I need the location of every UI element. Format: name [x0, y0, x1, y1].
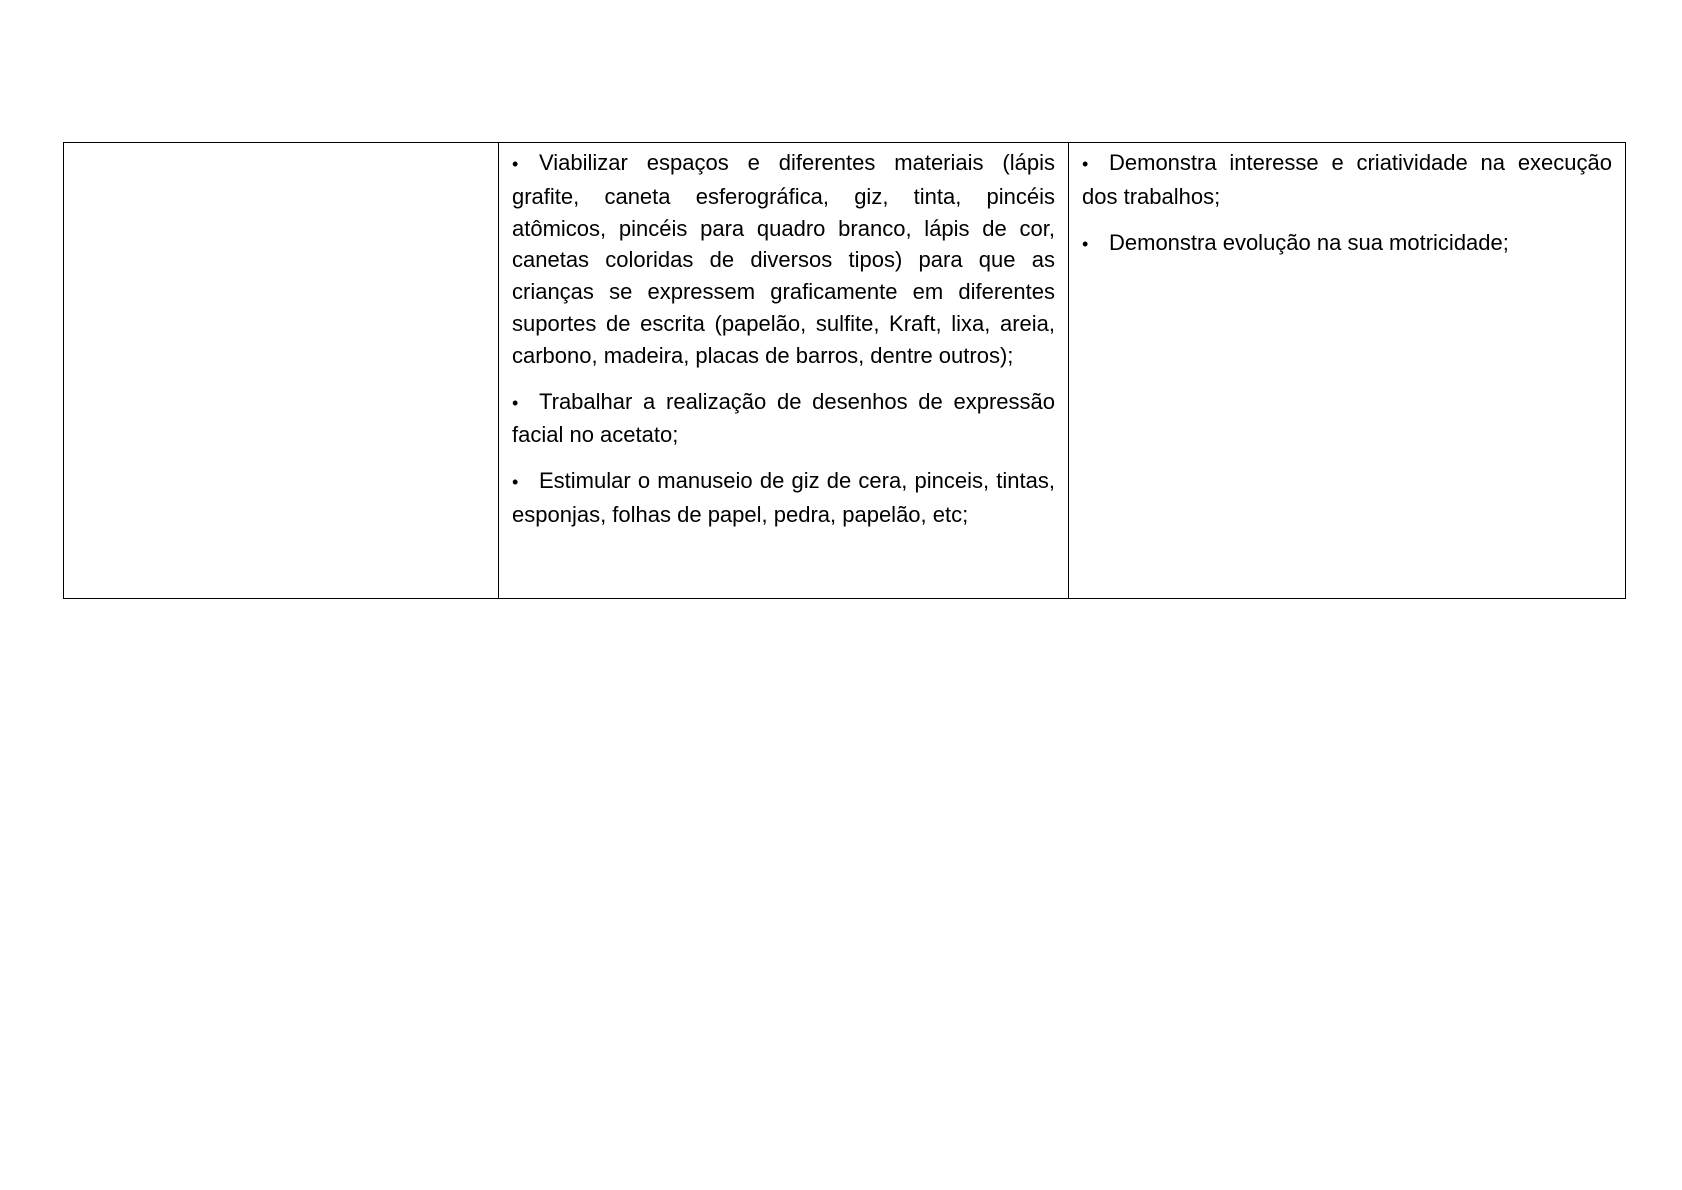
list-item-text: Trabalhar a realização de desenhos de expressão facial no acetato; [512, 388, 1055, 448]
bullet-icon: • [1082, 154, 1089, 174]
list-item [1082, 147, 1612, 213]
bullet-icon: • [512, 392, 519, 413]
cell-content [64, 143, 498, 147]
bullet-icon: • [512, 472, 519, 493]
list-item-text: Estimular o manuseio de giz de cera, pinceis, tintas, esponjas, folhas de papel, pedra, papelão, etc; [512, 468, 1055, 527]
list-item [512, 386, 1055, 452]
table-cell-evaluation [1069, 143, 1626, 599]
document-table [63, 142, 1626, 599]
list-item [512, 465, 1055, 531]
table-row [64, 143, 1626, 599]
list-item-text: Viabilizar espaços e diferentes materiais (lápis grafite, caneta esferográfica, giz, tinta, pincéis atômicos, pincéis para quadro branco, lápis de cor, canetas coloridas de diversos tipos) para que as crianças se expressem graficamente em diferentes suportes de escrita (papelão, sulfite, Kraft, lixa, areia, carbono, madeira, placas de barros, dentre outros); [512, 150, 1055, 368]
list-item-text: Demonstra interesse e criatividade na execução dos trabalhos; [1082, 150, 1612, 209]
table-cell-empty [64, 143, 499, 599]
table-cell-activities [499, 143, 1069, 599]
bullet-icon: • [512, 154, 519, 174]
list-item [512, 147, 1055, 372]
evaluation-list [1082, 147, 1612, 260]
list-item-text: Demonstra evolução na sua motricidade; [1109, 229, 1509, 255]
bullet-icon: • [1082, 233, 1089, 254]
list-item [1082, 227, 1612, 261]
activities-list [512, 147, 1055, 531]
